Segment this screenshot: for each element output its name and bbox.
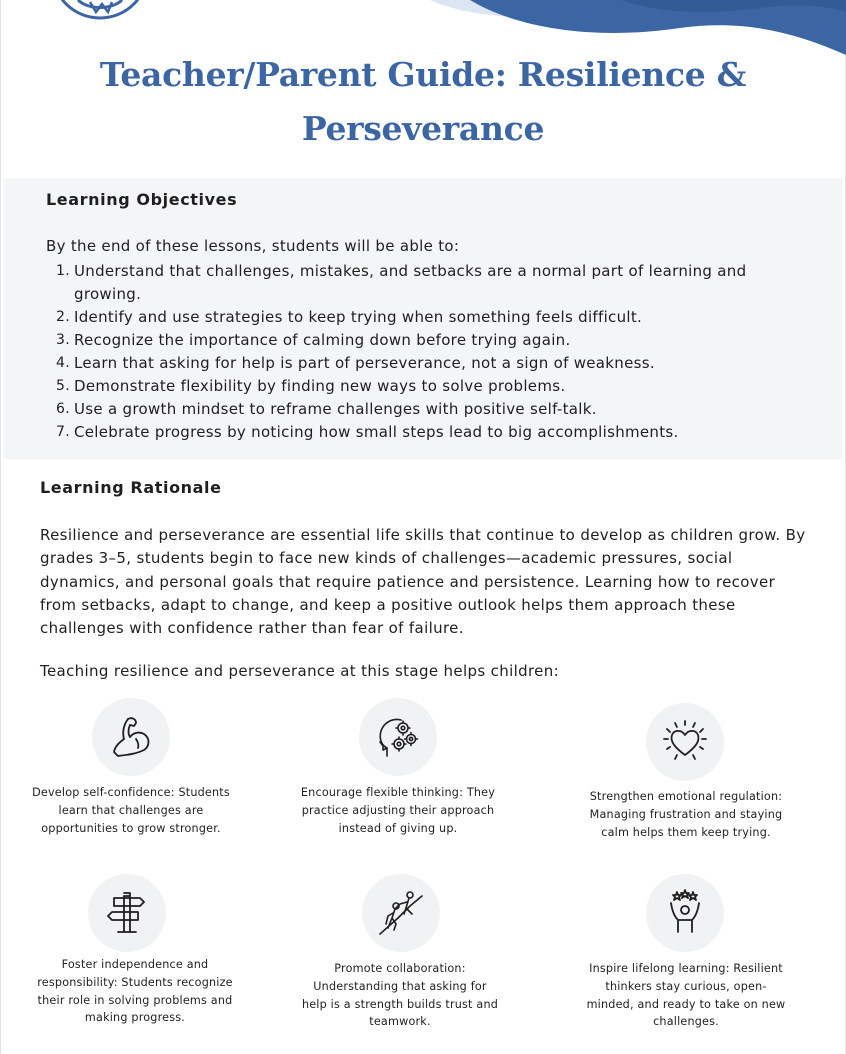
benefit-text: Foster independence and responsibility: Students recognize their role in solving problems and making progress.: [37, 958, 233, 1025]
head-gears-icon: [359, 698, 437, 776]
benefit-text: Inspire lifelong learning: Resilient thinkers stay curious, open-minded, and ready to take on new challenges.: [586, 962, 786, 1029]
rationale-heading: Learning Rationale: [40, 478, 222, 497]
logo-icon: [50, 0, 150, 20]
benefit-card: [298, 784, 498, 837]
benefit-card: [586, 788, 786, 841]
objective-item: 2. Identify and use strategies to keep trying when something feels difficult.: [56, 308, 643, 326]
helping-climb-icon: [362, 874, 440, 952]
objectives-heading: Learning Objectives: [46, 190, 238, 209]
glowing-heart-icon: [646, 703, 724, 781]
benefit-text: Promote collaboration: Understanding that asking for help is a strength builds trust and teamwork.: [301, 962, 499, 1029]
rationale-paragraph: Resilience and perseverance are essential life skills that continue to develop as children grow. By grades 3–5, students begin to face new kinds of challenges—academic pressures, social dynamics, and personal goals that require patience and persistence. Learning how to recover from setbacks, adapt to change, and keep a positive outlook helps them approach these challenges with confidence rather than fear of failure.: [40, 526, 806, 638]
objective-item: 1. Understand that challenges, mistakes, and setbacks are a normal part of learning and growing.: [56, 262, 747, 303]
objective-item: 3. Recognize the importance of calming down before trying again.: [56, 331, 571, 349]
objective-item: 4. Learn that asking for help is part of perseverance, not a sign of weakness.: [56, 354, 655, 372]
page-title: Teacher/Parent Guide: Resilience & Perseverance: [99, 55, 747, 148]
benefit-text: Strengthen emotional regulation: Managing frustration and staying calm helps them keep trying.: [589, 790, 783, 839]
benefit-text: Encourage flexible thinking: They practice adjusting their approach instead of giving up.: [300, 786, 496, 835]
objective-item: 5. Demonstrate flexibility by finding new ways to solve problems.: [56, 377, 566, 395]
benefit-card: [35, 956, 235, 1027]
benefit-card: [586, 960, 786, 1031]
objectives-intro: By the end of these lessons, students will be able to:: [46, 237, 460, 255]
objective-item: 6. Use a growth mindset to reframe challenges with positive self-talk.: [56, 400, 597, 418]
signpost-icon: [88, 874, 166, 952]
benefit-card: [31, 784, 231, 837]
benefit-card: [300, 960, 500, 1031]
objective-item: 7. Celebrate progress by noticing how small steps lead to big accomplishments.: [56, 423, 679, 441]
benefit-text: Develop self-confidence: Students learn that challenges are opportunities to grow stronger.: [32, 786, 230, 835]
learning-objectives-section: [4, 178, 842, 459]
cheering-person-icon: [646, 874, 724, 952]
objectives-list: [56, 260, 796, 444]
flexed-arm-icon: [92, 698, 170, 776]
rationale-lead: Teaching resilience and perseverance at this stage helps children:: [40, 662, 560, 680]
